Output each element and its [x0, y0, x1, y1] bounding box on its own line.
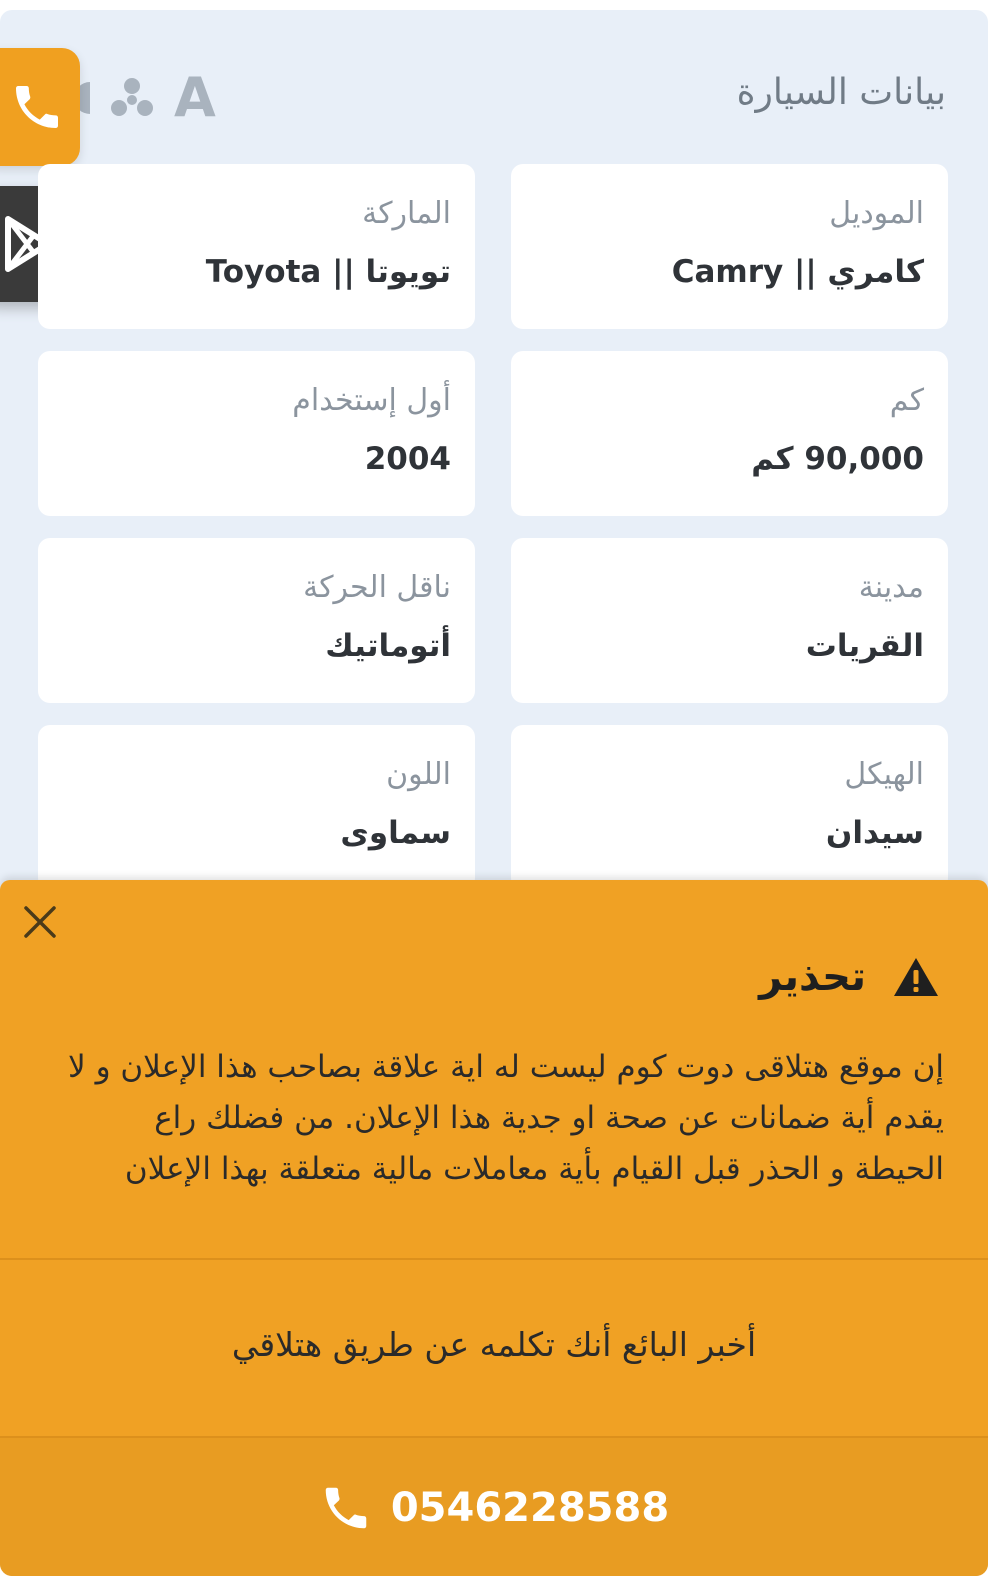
detail-value: تويوتا || Toyota: [205, 254, 451, 290]
detail-label: الهيكل: [844, 757, 924, 792]
tell-seller-note: أخبر البائع أنك تكلمه عن طريق هتلاقي: [231, 1325, 757, 1364]
close-icon[interactable]: [20, 902, 60, 942]
warning-triangle-icon: [892, 956, 940, 998]
detail-value: 2004: [364, 441, 451, 477]
detail-label: كم: [889, 383, 924, 418]
detail-card-body: [511, 725, 948, 890]
car-details-grid: [38, 164, 948, 890]
phone-icon: [9, 79, 65, 135]
call-seller-button[interactable]: [0, 1436, 988, 1576]
share-nodes-icon[interactable]: [108, 74, 156, 122]
detail-card-transmission: [38, 538, 475, 703]
section-title: بيانات السيارة: [736, 72, 946, 113]
phone-icon: [319, 1481, 373, 1535]
detail-value: أتوماتيك: [325, 628, 451, 664]
detail-value: كامري || Camry: [671, 254, 924, 290]
header-icons: [60, 68, 216, 128]
detail-value: 90,000 كم: [751, 441, 924, 477]
detail-card-mileage: [511, 351, 948, 516]
phone-number: 0546228588: [390, 1485, 670, 1531]
detail-label: الماركة: [362, 196, 451, 231]
warning-message: إن موقع هتلاقى دوت كوم ليست له اية علاقة بصاحب هذا الإعلان و لا يقدم أية ضمانات عن صحة او جدية هذا الإعلان. من فضلك راع الحيطة و الحذر قبل القيام بأية معاملات مالية متعلقة بهذا الإعلان: [68, 1049, 944, 1187]
detail-label: مدينة: [858, 570, 924, 605]
divider: [0, 1258, 988, 1260]
car-details-panel: [0, 10, 988, 1576]
detail-card-city: [511, 538, 948, 703]
detail-card-color: [38, 725, 475, 890]
detail-value: سيدان: [825, 815, 924, 851]
warning-header: [759, 954, 940, 1000]
warning-title: تحذير: [759, 954, 866, 1000]
detail-label: الموديل: [829, 196, 924, 231]
detail-value: القريات: [805, 628, 924, 664]
warning-sheet: [0, 880, 988, 1576]
floating-call-button[interactable]: [0, 48, 80, 166]
detail-card-first-use: [38, 351, 475, 516]
detail-card-brand: [38, 164, 475, 329]
font-size-icon[interactable]: A: [174, 66, 216, 129]
detail-label: ناقل الحركة: [303, 570, 451, 605]
detail-label: أول إستخدام: [292, 383, 451, 418]
detail-label: اللون: [386, 757, 451, 792]
detail-value: سماوى: [340, 815, 451, 851]
detail-card-model: [511, 164, 948, 329]
